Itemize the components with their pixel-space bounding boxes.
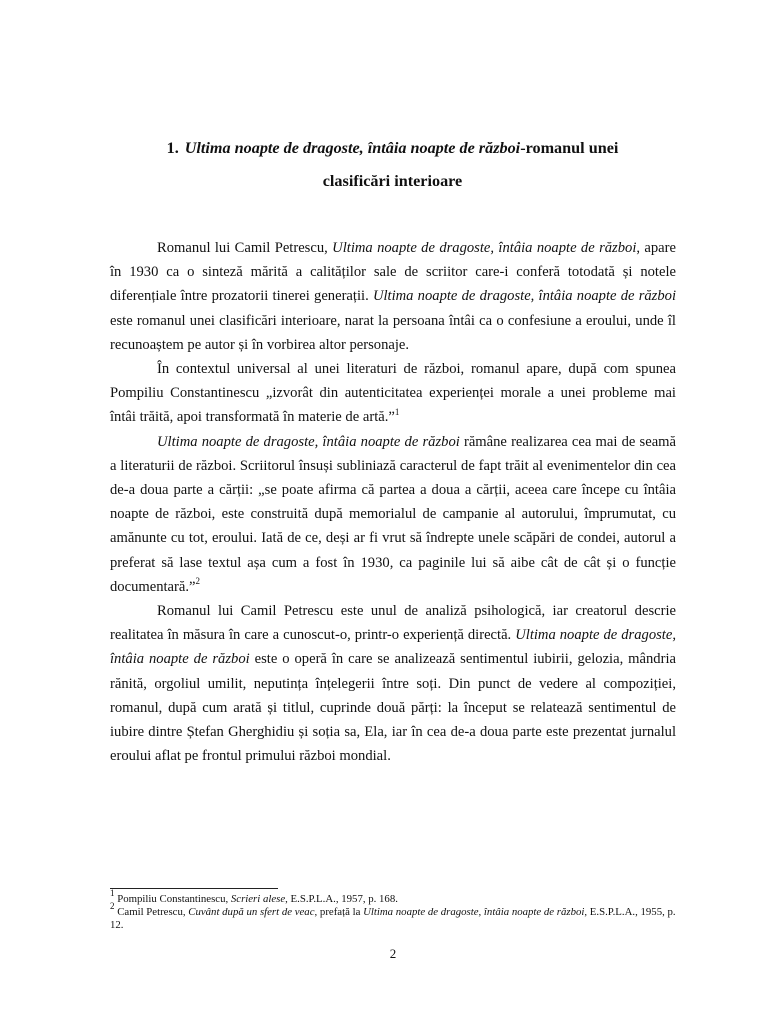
footnote-title: Scrieri alese [230, 893, 286, 905]
chapter-number: 1. [166, 139, 179, 157]
footnote-marker: 1 [110, 888, 115, 899]
page-number: 2 [389, 946, 397, 961]
paragraph-text: , apare în 1930 ca o sinteză mărită a calităților sale de scriitor care-i conferă totodată și notele diferențiale între prozatorii tinerei generații. [110, 240, 676, 305]
paragraph-3 [110, 430, 676, 599]
footnote-text: , E.S.P.L.A., 1955, p. 12. [110, 906, 676, 931]
footnote-title: Cuvânt după un sfert de veac [188, 906, 315, 918]
footnote-text: Camil Petrescu, [114, 906, 189, 918]
footnote-ref[interactable]: 1 [394, 406, 400, 417]
paragraph-text: este romanul unei clasificări interioare, narat la persoana întâi ca o confesiune a eroului, unde îl recunoaștem pe autor și în vorbirea altor personaje. [110, 312, 676, 353]
paragraph-text: Romanul lui Camil Petrescu, [157, 240, 333, 256]
paragraph-1 [110, 236, 676, 357]
footnote-text: , prefață la [314, 906, 364, 918]
footnote-1 [110, 888, 676, 906]
footnote-text: , E.S.P.L.A., 1957, p. 168. [285, 893, 398, 905]
novel-title: Ultima noapte de dragoste, întâia noapte de război [157, 433, 460, 450]
footnote-2 [110, 901, 676, 932]
novel-title: Ultima noapte de dragoste, întâia noapte de război [110, 627, 676, 668]
paragraph-text: Romanul lui Camil Petrescu este unul de analiză psihologică, iar creatorul descrie realitatea în măsura în care a cunoscut-o, printr-o experiență directă. [110, 603, 676, 644]
chapter-title-italic: Ultima noapte de dragoste, întâia noapte de război [184, 139, 521, 157]
paragraph-4 [110, 599, 676, 768]
paragraph-text: este o operă în care se analizează sentimentul iubirii, gelozia, mândria rănită, orgoliul umilit, neputința înțelegerii între soți. Din punct de vedere al compoziției, romanul, după cum arată și titlul, cuprinde două părți: la început se relatează sentimentul de iubire dintre Ștefan Gherghidiu și soția sa, Ela, iar în cea de-a doua parte este prezentat jurnalul eroului aflat pe frontul primului război mondial. [110, 651, 676, 765]
footnote-title: Ultima noapte de dragoste, întâia noapte de război [363, 906, 585, 918]
novel-title: Ultima noapte de dragoste, întâia noapte de război [332, 240, 637, 256]
novel-title: Ultima noapte de dragoste, întâia noapte de război [372, 288, 676, 305]
paragraph-text: rămâne realizarea cea mai de seamă a literaturii de război. Scriitorul însuși subliniază caracterul de fapt trăit al evenimentelor din cea de-a doua parte a cărții: „se poate afirma că partea a doua a cărții, aceea care începe cu întâia noapte de război, este construită după memorialul de campanie al autorului, împrumutat, cu amănunte cu tot, eroului. Iată de ce, deși ar fi vrut să îndrepte unele scăpări de condei, autorul a preferat să lase textul așa cum a fost în 1930, ca paginile lui să aibe cât de cât și o funcție documentară.” [110, 433, 676, 595]
chapter-title-rest: -romanul unei [520, 139, 619, 157]
footnote-text: Pompiliu Constantinescu, [114, 893, 231, 905]
footnote-ref[interactable]: 2 [195, 575, 200, 586]
chapter-heading [110, 132, 675, 198]
chapter-title-line2: clasificări interioare [322, 172, 463, 190]
footnote-separator [110, 888, 278, 889]
footnote-marker: 2 [110, 901, 115, 912]
footnotes [110, 888, 676, 932]
body-text [110, 236, 676, 768]
paragraph-2 [110, 357, 676, 430]
paragraph-text: În contextul universal al unei literaturi de război, romanul apare, după com spunea Pompiliu Constantinescu „izvorât din autenticitatea experienței morale a unei probleme mai întâi trăită, apoi transformată în materie de artă.” [110, 361, 676, 426]
